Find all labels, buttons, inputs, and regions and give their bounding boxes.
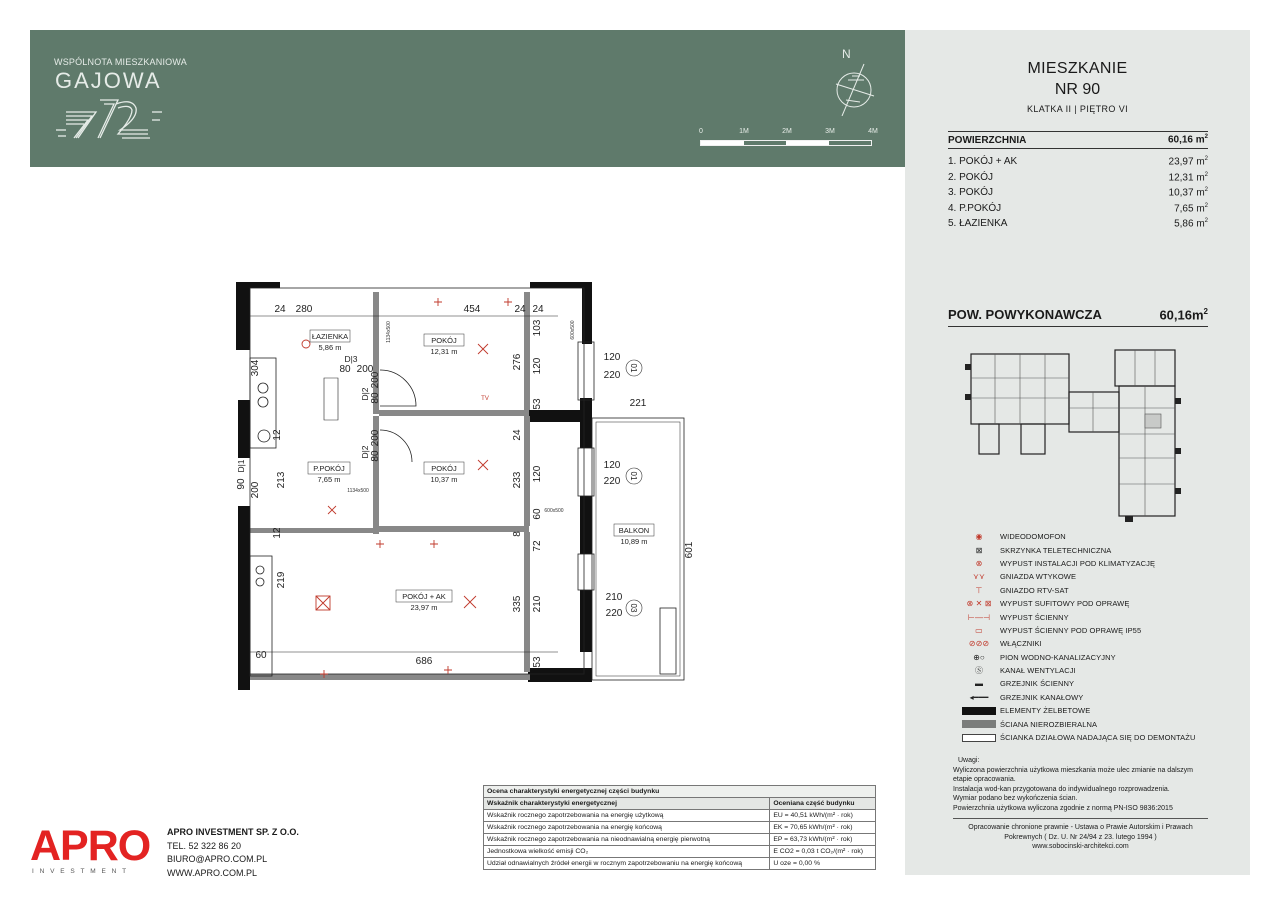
window-tag: 01 (629, 363, 638, 373)
table-row: Udział odnawialnych źródeł energii w rocznym zapotrzebowaniu na energię końcową U oze = 0,00 % (484, 858, 876, 870)
svg-text:90: 90 (236, 478, 247, 490)
apartment-title: MIESZKANIE (1027, 60, 1128, 77)
community-line: WSPÓLNOTA MIESZKANIOWA (54, 57, 187, 67)
sufit-icon: ⊗ ✕ ⊠ (966, 599, 992, 609)
svg-text:D|2: D|2 (360, 445, 370, 459)
svg-text:200: 200 (370, 371, 381, 389)
compass-north-label: N (842, 47, 851, 61)
legend-item: ⋎⋎ GNIAZDA WTYKOWE (960, 570, 1215, 583)
svg-text:120: 120 (532, 465, 543, 483)
scale-bar: 0 1M 2M 3M 4M (700, 128, 880, 146)
svg-text:220: 220 (603, 476, 621, 487)
svg-text:D|2: D|2 (360, 387, 370, 401)
svg-text:210: 210 (605, 592, 623, 603)
svg-text:10,89 m: 10,89 m (620, 537, 648, 546)
svg-text:200: 200 (370, 429, 381, 447)
svg-text:5,86 m: 5,86 m (318, 343, 342, 352)
table-row: Wskaźnik rocznego zapotrzebowania na nieodnawialną energię pierwotną EP = 63,73 kWh/(m² · rok) (484, 834, 876, 846)
brand-number-logo (56, 90, 166, 140)
legend-item: ŚCIANA NIEROZBIERALNA (960, 717, 1215, 730)
svg-text:APRO: APRO (30, 822, 151, 866)
svg-text:23,97 m: 23,97 m (410, 603, 438, 612)
svg-text:120: 120 (603, 352, 621, 363)
wideodomofon-icon: ◉ (975, 532, 983, 542)
table-row: Jednostkowa wielkość emisji CO₂ E CO2 = 0,03 t CO₂/(m² · rok) (484, 846, 876, 858)
copyright: Opracowanie chronione prawnie - Ustawa o Prawie Autorskim i Prawach Pokrewnych ( Dz. U. Nr 24/94 z 23. lutego 1994 ) (953, 818, 1208, 842)
list-item: 1. POKÓJ + AK 23,97 $m^2$ (948, 156, 1208, 168)
dzialowa-swatch (962, 734, 996, 742)
legend-item: ELEMENTY ŻELBETOWE (960, 704, 1215, 717)
plan-room-ppokoj: P.POKÓJ (313, 464, 345, 473)
klima-icon: ⊗ (975, 558, 983, 568)
skrzynka-icon: ⊠ (975, 545, 983, 555)
legend-item: ⊕○ PION WODNO-KANALIZACYJNY (960, 651, 1215, 664)
svg-text:686: 686 (415, 656, 433, 667)
legend (960, 530, 1215, 744)
table-row: Wskaźnik rocznego zapotrzebowania na energię użytkową EU = 40,51 kWh/(m² · rok) (484, 810, 876, 822)
list-item: 2. POKÓJ 12,31 $m^2$ (948, 171, 1208, 183)
svg-text:1134x500: 1134x500 (347, 488, 369, 494)
legend-item: ⊠ SKRZYNKA TELETECHNICZNA (960, 543, 1215, 556)
header-band (30, 30, 905, 167)
company-name: APRO INVESTMENT SP. Z O.O. (167, 827, 299, 837)
svg-text:12,31 m: 12,31 m (430, 347, 458, 356)
grzejnik-icon: ▬ (974, 679, 984, 689)
svg-text:10,37 m: 10,37 m (430, 475, 458, 484)
wlacznik-icon: ⊘⊘⊘ (968, 639, 990, 649)
contact-block (167, 826, 299, 880)
svg-text:304: 304 (250, 359, 261, 377)
table-row: Wskaźnik rocznego zapotrzebowania na energię końcową EK = 70,65 kWh/(m² · rok) (484, 822, 876, 834)
legend-item: ▭ WYPUST ŚCIENNY POD OPRAWĘ IP55 (960, 624, 1215, 637)
svg-text:221: 221 (629, 398, 647, 409)
svg-text:7,65 m: 7,65 m (317, 475, 341, 484)
svg-text:53: 53 (532, 398, 543, 410)
rtv-icon: ⊤ (975, 585, 983, 595)
svg-text:60: 60 (532, 508, 543, 520)
svg-text:80: 80 (370, 392, 381, 404)
brand-name: GAJOWA (55, 68, 162, 93)
svg-text:103: 103 (532, 319, 543, 337)
svg-text:120: 120 (603, 460, 621, 471)
zelbet-swatch (962, 707, 996, 715)
svg-text:600x500: 600x500 (570, 320, 576, 340)
svg-text:53: 53 (532, 656, 543, 668)
legend-item: ⊗ WYPUST INSTALACJI POD KLIMATYZACJĘ (960, 557, 1215, 570)
energy-table: Ocena charakterystyki energetycznej części budynku Wskaźnik charakterystyki energetycznej Oceniana część budynku Wskaźnik rocznego zapotrzebowania na energię użytkową EU = 40,51 kWh/(m² · rok) Wskaźnik rocznego zapotrzebowania na energię końcową EK = 70,65 kWh/(m² · rok) Wskaźnik rocznego zapotrzebowania na nieodnawialną energię pierwotną EP = 63,73 kWh/(m² · rok) Jednostkowa wielkość emisji CO₂ E CO2 = 0,03 t CO₂/(m² · rok) Udział odnawialnych źródeł energii w rocznym zapotrzebowaniu na energię końcową U oze = 0,00 % (483, 785, 876, 870)
legend-item: ▬ GRZEJNIK ŚCIENNY (960, 677, 1215, 690)
svg-text:12: 12 (272, 429, 283, 441)
kanal-icon: Ⓢ (974, 666, 984, 676)
svg-text:120: 120 (532, 357, 543, 375)
svg-text:200: 200 (356, 364, 374, 375)
svg-text:335: 335 (512, 595, 523, 613)
plan-room-pokoj-ak: POKÓJ + AK (402, 592, 446, 601)
area-total: 60,16 m (1167, 134, 1205, 146)
svg-text:233: 233 (512, 471, 523, 489)
svg-text:72: 72 (532, 540, 543, 552)
notes: Uwagi: Wyliczona powierzchnia użytkowa mieszkania może ulec zmianie na dalszym etapie opracowania. Instalacja wod-kan przygotowana do indywidualnego rozprowadzenia. Wymiar podano bez wykończenia ścian. Powierzchnia użytkowa wyliczona zgodnie z normą PN-ISO 9836:2015 Opracowanie chronione prawnie - Ustawa o Prawie Autorskim i Prawach Pokrewnych ( Dz. U. Nr 24/94 z 23. lutego 1994 ) www.sobocinski-architekci.com (953, 756, 1208, 852)
nierozbieralna-swatch (962, 720, 996, 728)
svg-text:210: 210 (532, 595, 543, 613)
svg-text:1134x500: 1134x500 (386, 321, 392, 343)
window-tag: 01 (629, 471, 638, 481)
svg-text:280: 280 (295, 304, 313, 315)
svg-text:276: 276 (512, 353, 523, 371)
svg-text:220: 220 (603, 370, 621, 381)
plan-room-lazienka: ŁAZIENKA (311, 332, 349, 341)
legend-item: ⊗ ✕ ⊠ WYPUST SUFITOWY POD OPRAWĘ (960, 597, 1215, 610)
svg-text:200: 200 (250, 481, 261, 499)
architect-website: www.sobocinski-architekci.com (1032, 843, 1129, 850)
svg-text:80: 80 (370, 450, 381, 462)
door-label: D|3 (344, 354, 358, 364)
svg-text:8: 8 (512, 531, 523, 537)
svg-text:24: 24 (514, 304, 526, 315)
pion-icon: ⊕○ (973, 652, 985, 662)
apartment-subtitle: KLATKA II | PIĘTRO VI (1026, 104, 1129, 114)
svg-text:24: 24 (512, 429, 523, 441)
gniazdo-icon: ⋎⋎ (973, 572, 985, 582)
list-item: 4. P.POKÓJ 7,65 $m^2$ (948, 202, 1208, 214)
info-panel (905, 30, 1250, 875)
compass (830, 46, 880, 116)
website-link[interactable]: WWW.APRO.COM.PL (167, 867, 257, 878)
area-header: POWIERZCHNIA 60,16 $m^2$ (948, 131, 1208, 149)
ip55-icon: ▭ (975, 625, 983, 635)
grzejnik-kanal-icon: ◂━━━ (969, 692, 989, 702)
room-list (948, 156, 1208, 234)
svg-text:601: 601 (684, 541, 695, 559)
list-item: 5. ŁAZIENKA 5,86 $m^2$ (948, 218, 1208, 230)
legend-item: ⊤ GNIAZDO RTV-SAT (960, 584, 1215, 597)
legend-item: ŚCIANKA DZIAŁOWA NADAJĄCA SIĘ DO DEMONTAŻU (960, 731, 1215, 744)
svg-text:213: 213 (276, 471, 287, 489)
legend-item: Ⓢ KANAŁ WENTYLACJI (960, 664, 1215, 677)
apro-logo (30, 822, 165, 866)
svg-text:24: 24 (274, 304, 286, 315)
svg-text:219: 219 (276, 571, 287, 589)
legend-item: ◂━━━ GRZEJNIK KANAŁOWY (960, 691, 1215, 704)
svg-text:454: 454 (463, 304, 481, 315)
legend-item: ⊢—⊣ WYPUST ŚCIENNY (960, 610, 1215, 623)
plan-room-pokoj-3: POKÓJ (431, 464, 457, 473)
apro-tagline: INVESTMENT (32, 868, 132, 875)
svg-text:220: 220 (605, 608, 623, 619)
window-tag: 03 (629, 603, 638, 613)
energy-caption: Ocena charakterystyki energetycznej części budynku (484, 786, 876, 798)
scienny-icon: ⊢—⊣ (967, 612, 991, 622)
svg-text:TV: TV (481, 396, 489, 402)
apartment-number: NR 90 (1054, 81, 1101, 98)
legend-item: ⊘⊘⊘ WŁĄCZNIKI (960, 637, 1215, 650)
svg-text:600x500: 600x500 (544, 508, 564, 514)
svg-text:24: 24 (532, 304, 544, 315)
list-item: 3. POKÓJ 10,37 $m^2$ (948, 187, 1208, 199)
svg-text:60: 60 (255, 650, 267, 661)
svg-text:80: 80 (339, 364, 351, 375)
email-link[interactable]: BIURO@APRO.COM.PL (167, 854, 268, 864)
plan-room-pokoj-2: POKÓJ (431, 336, 457, 345)
legend-item: ◉ WIDEODOMOFON (960, 530, 1215, 543)
plan-room-balkon: BALKON (618, 526, 650, 535)
pow-powykonawcza: POW. POWYKONAWCZA $60,16m^2$ (948, 307, 1208, 327)
key-plan (965, 348, 1197, 528)
svg-text:D|1: D|1 (236, 459, 246, 473)
svg-text:12: 12 (272, 527, 283, 539)
phone: TEL. 52 322 86 20 (167, 840, 242, 851)
floor-plan (228, 270, 698, 695)
